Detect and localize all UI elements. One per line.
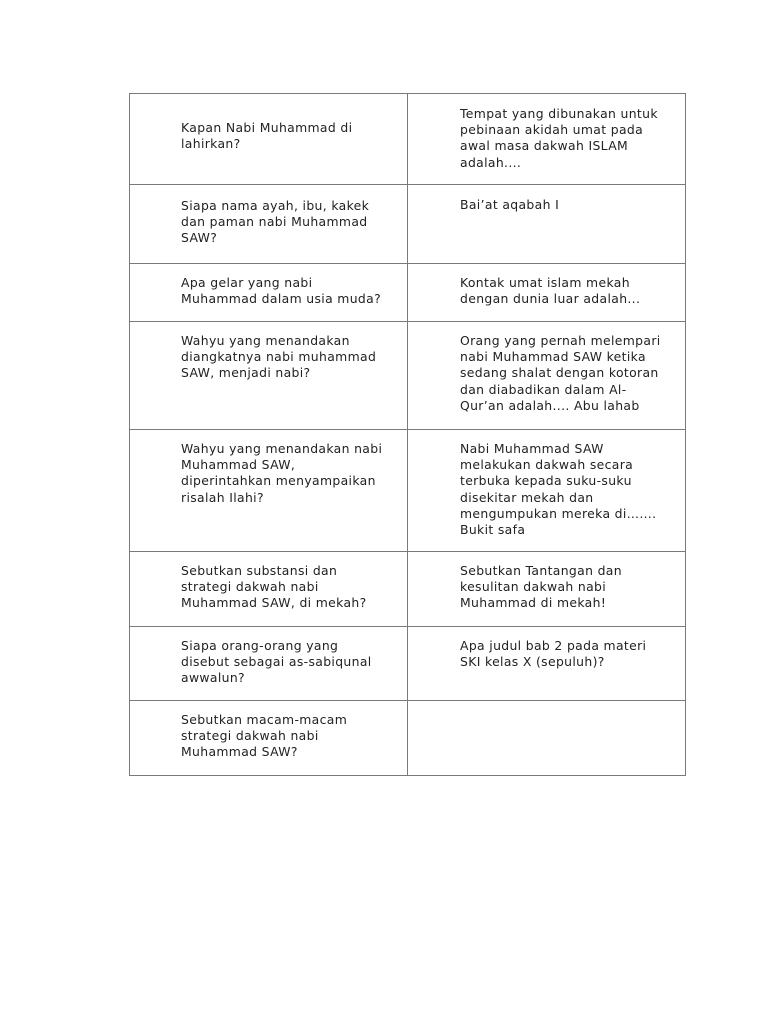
question-card-table (129, 93, 686, 776)
answer-text: Kontak umat islam mekah dengan dunia luar adalah... (460, 275, 641, 307)
answer-text: Sebutkan Tantangan dan kesulitan dakwah nabi Muhammad di mekah! (460, 563, 622, 611)
question-text: Kapan Nabi Muhammad di lahirkan? (181, 120, 353, 152)
answer-cell (408, 185, 686, 264)
question-text: Sebutkan substansi dan strategi dakwah nabi Muhammad SAW, di mekah? (181, 563, 367, 611)
question-cell (130, 430, 408, 552)
table-row (130, 264, 686, 322)
answer-cell (408, 552, 686, 627)
answer-cell (408, 627, 686, 701)
answer-cell (408, 701, 686, 776)
table-row (130, 552, 686, 627)
answer-text: Orang yang pernah melempari nabi Muhammad SAW ketika sedang shalat dengan kotoran dan diabadikan dalam Al- Qur’an adalah.... Abu lahab (460, 333, 661, 413)
table-row (130, 185, 686, 264)
question-cell (130, 264, 408, 322)
table-row (130, 701, 686, 776)
question-cell (130, 94, 408, 185)
answer-text: Nabi Muhammad SAW melakukan dakwah secara terbuka kepada suku-suku disekitar mekah dan mengumpukan mereka di……. Bukit safa (460, 441, 657, 538)
answer-cell (408, 430, 686, 552)
answer-text: Bai’at aqabah I (460, 197, 560, 212)
answer-text (408, 701, 685, 712)
question-text: Siapa orang-orang yang disebut sebagai as-sabiqunal awwalun? (181, 638, 372, 686)
answer-cell (408, 264, 686, 322)
question-cell (130, 552, 408, 627)
question-cell (130, 627, 408, 701)
answer-cell (408, 322, 686, 430)
table-row (130, 627, 686, 701)
question-text: Sebutkan macam-macam strategi dakwah nabi Muhammad SAW? (181, 712, 348, 760)
answer-text: Apa judul bab 2 pada materi SKI kelas X (sepuluh)? (460, 638, 647, 670)
table-row (130, 322, 686, 430)
question-text: Wahyu yang menandakan nabi Muhammad SAW, diperintahkan menyampaikan risalah Ilahi? (181, 441, 383, 505)
question-cell (130, 185, 408, 264)
question-cell (130, 701, 408, 776)
answer-text: Tempat yang dibunakan untuk pebinaan akidah umat pada awal masa dakwah ISLAM adalah.... (460, 106, 658, 170)
table-row (130, 94, 686, 185)
question-text: Apa gelar yang nabi Muhammad dalam usia muda? (181, 275, 382, 307)
question-text: Wahyu yang menandakan diangkatnya nabi muhammad SAW, menjadi nabi? (181, 333, 377, 381)
table-row (130, 430, 686, 552)
question-cell (130, 322, 408, 430)
question-text: Siapa nama ayah, ibu, kakek dan paman nabi Muhammad SAW? (181, 198, 370, 246)
answer-cell (408, 94, 686, 185)
